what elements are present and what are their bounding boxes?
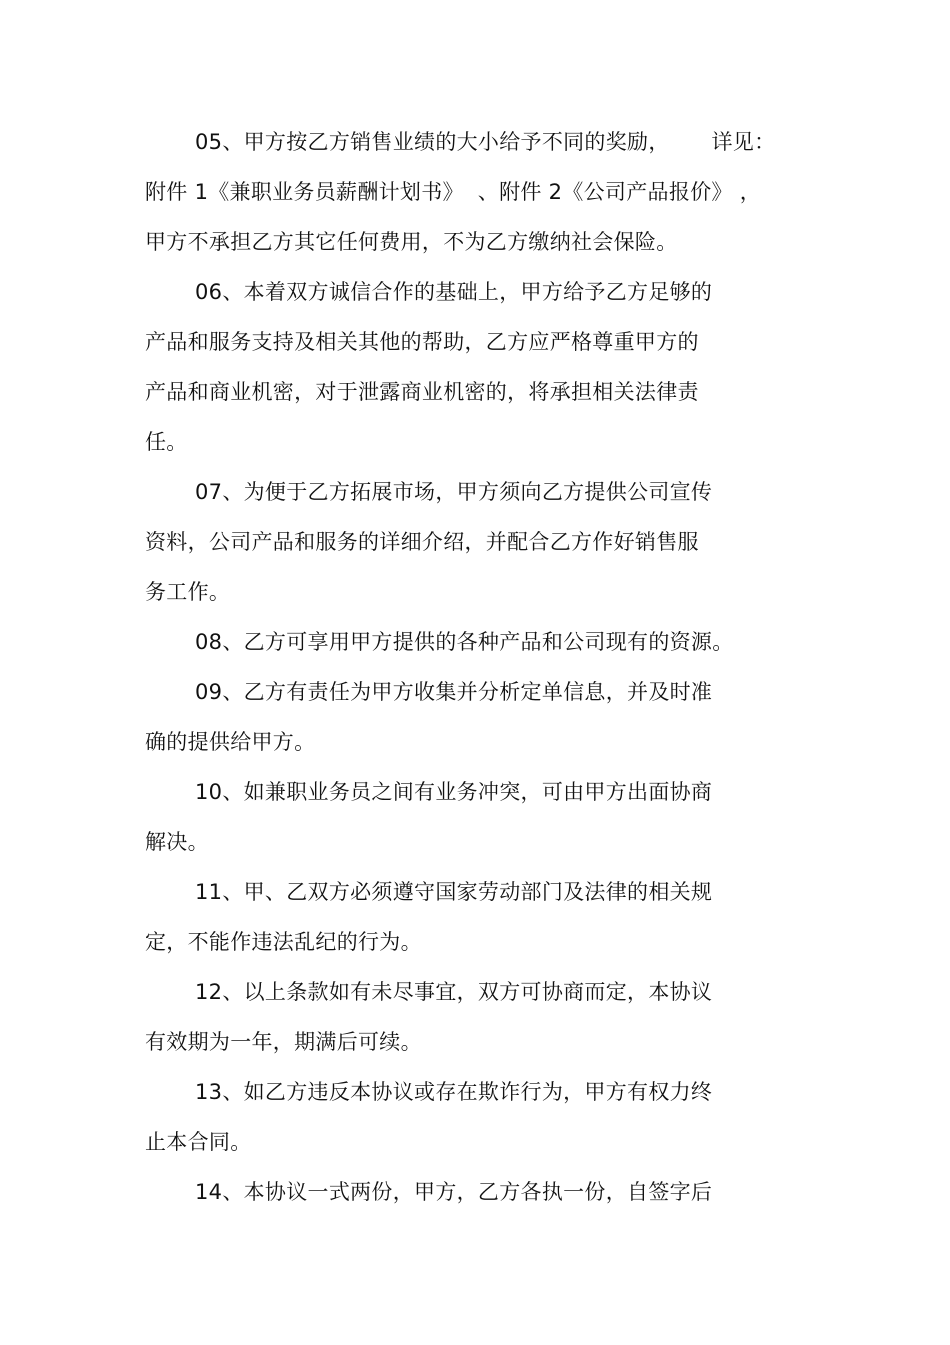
clause-05-line-3: 甲方不承担乙方其它任何费用，不为乙方缴纳社会保险。 xyxy=(145,230,678,254)
clause-07-line-3: 务工作。 xyxy=(145,580,231,604)
clause-11-line-2: 定，不能作违法乱纪的行为。 xyxy=(145,930,422,954)
clause-09-line-1: 09、乙方有责任为甲方收集并分析定单信息，并及时准 xyxy=(195,680,713,704)
clause-14-line-1: 14、本协议一式两份，甲方，乙方各执一份，自签字后 xyxy=(195,1180,713,1204)
clause-09-line-2: 确的提供给甲方。 xyxy=(145,730,316,754)
clause-07-line-2: 资料，公司产品和服务的详细介绍，并配合乙方作好销售服 xyxy=(145,530,699,554)
clause-07-line-1: 07、为便于乙方拓展市场，甲方须向乙方提供公司宣传 xyxy=(195,480,713,504)
clause-06-line-2: 产品和服务支持及相关其他的帮助，乙方应严格尊重甲方的 xyxy=(145,330,699,354)
clause-08-line-1: 08、乙方可享用甲方提供的各种产品和公司现有的资源。 xyxy=(195,630,734,654)
clause-13-line-1: 13、如乙方违反本协议或存在欺诈行为，甲方有权力终 xyxy=(195,1080,713,1104)
clause-05-line-2: 附件 1《兼职业务员薪酬计划书》 、附件 2《公司产品报价》 ， xyxy=(145,180,761,204)
clause-06-line-3: 产品和商业机密，对于泄露商业机密的，将承担相关法律责 xyxy=(145,380,699,404)
clause-05-line-1: 05、甲方按乙方销售业绩的大小给予不同的奖励， 详见： xyxy=(195,130,776,154)
clause-12-line-2: 有效期为一年，期满后可续。 xyxy=(145,1030,422,1054)
clause-06-line-1: 06、本着双方诚信合作的基础上，甲方给予乙方足够的 xyxy=(195,280,713,304)
clause-11-line-1: 11、甲、乙双方必须遵守国家劳动部门及法律的相关规 xyxy=(195,880,713,904)
clause-12-line-1: 12、以上条款如有未尽事宜，双方可协商而定，本协议 xyxy=(195,980,713,1004)
clause-06-line-4: 任。 xyxy=(145,430,188,454)
clause-13-line-2: 止本合同。 xyxy=(145,1130,252,1154)
clause-10-line-1: 10、如兼职业务员之间有业务冲突，可由甲方出面协商 xyxy=(195,780,713,804)
clause-10-line-2: 解决。 xyxy=(145,830,209,854)
